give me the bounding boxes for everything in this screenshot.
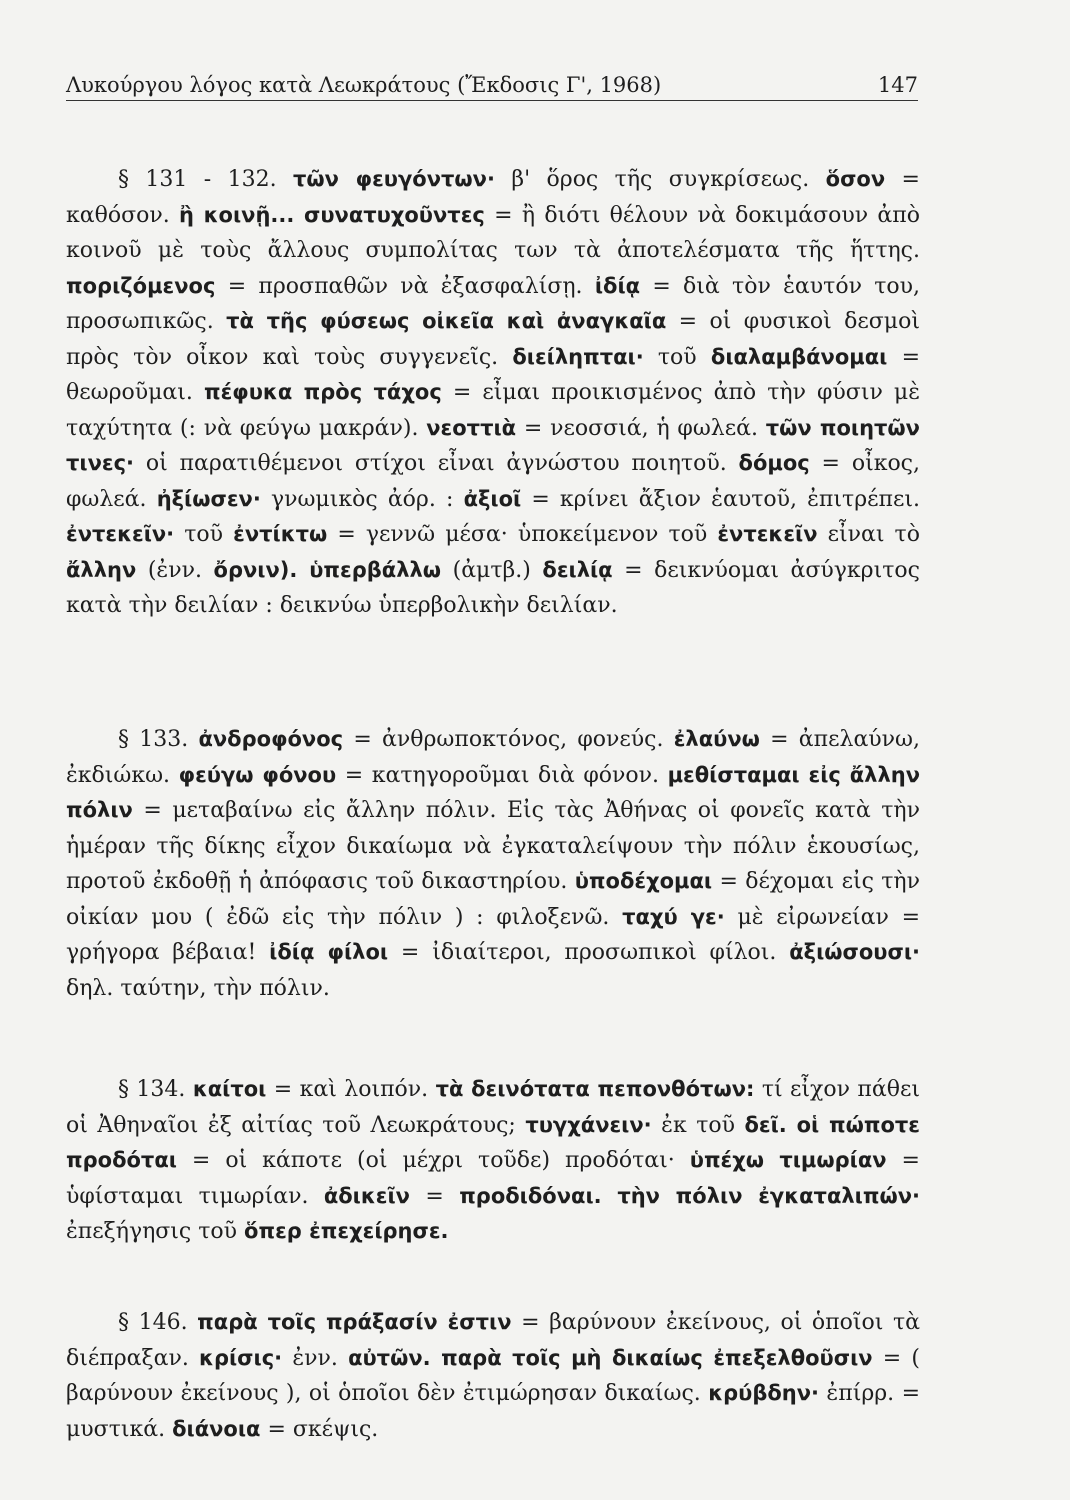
bold-term: ἀδικεῖν	[323, 1183, 410, 1208]
paragraph-134	[66, 1072, 920, 1250]
gloss-text: = δεικνύομαι ἀσύγκριτος κατὰ τὴν δειλίαν : δεικνύω ὑπερβολικὴν δειλίαν.	[66, 557, 920, 618]
bold-term: δόμος	[738, 451, 810, 475]
bold-term: δειλίᾳ	[542, 557, 613, 582]
gloss-text: § 134.	[118, 1077, 193, 1102]
bold-term: τῶν φευγόντων·	[293, 167, 495, 191]
gloss-text: τί εἶχον πάθει οἱ Ἀθηναῖοι ἐξ αἰτίας τοῦ Λεωκράτους;	[66, 1077, 920, 1138]
gloss-text: = ὑφίσταμαι τιμωρίαν.	[66, 1148, 920, 1209]
gloss-text: § 131 - 132.	[118, 167, 293, 192]
gloss-text: γνωμικὸς ἀόρ. :	[260, 486, 464, 512]
page-number: 147	[877, 73, 918, 97]
bold-term: τῶν ποιητῶν τινες·	[66, 415, 920, 475]
gloss-text: = δέχομαι εἰς τὴν οἰκίαν μου ( ἐδῶ εἰς τὴν πόλιν ) : φιλοξενῶ.	[66, 869, 920, 930]
gloss-text: ἐπεξήγησις τοῦ	[66, 1219, 245, 1244]
gloss-text: ἐπίρρ. = μυστικά.	[66, 1381, 921, 1442]
bold-term: ἀξιώσουσι·	[789, 940, 920, 964]
bold-term: ὑποδέχομαι	[574, 869, 713, 893]
bold-term: κρύβδην·	[708, 1381, 820, 1405]
gloss-text: = κρίνει ἄξιον ἑαυτοῦ, ἐπιτρέπει.	[521, 486, 920, 512]
bold-term: νεοττιὰ	[426, 415, 517, 440]
gloss-text: = ἀπελαύνω, ἐκδιώκω.	[66, 727, 920, 788]
gloss-text: οἱ παρατιθέμενοι στίχοι εἶναι ἀγνώστου ποιητοῦ.	[134, 451, 739, 476]
header-title: Λυκούργου λόγος κατὰ Λεωκράτους (Ἔκδοσις Γ', 1968)	[66, 73, 662, 97]
bold-term: ταχύ γε·	[622, 904, 725, 929]
paragraph-146	[66, 1305, 920, 1447]
gloss-text: = οἱ κάποτε (οἱ μέχρι τοῦδε) προδόται·	[176, 1148, 690, 1173]
gloss-text: = βαρύνουν ἐκείνους, οἱ ὁποῖοι τὰ διέπραξαν.	[66, 1310, 921, 1371]
gloss-text: (ἀμτβ.)	[441, 557, 543, 583]
bold-term: τυγχάνειν·	[525, 1112, 652, 1137]
bold-term: ἐντίκτω	[233, 522, 328, 546]
bold-term: ἄλλην	[66, 557, 137, 582]
paragraph-133	[66, 722, 920, 1006]
bold-term: ἐλαύνω	[673, 727, 760, 751]
gloss-text: = ἢ διότι θέλουν νὰ δοκιμάσουν ἀπὸ κοινοῦ μὲ τοὺς ἄλλους συμπολίτας των τὰ ἀποτελέσματα τῆς ἥττης.	[66, 202, 920, 263]
bold-term: ποριζόμενος	[66, 273, 216, 298]
bold-term: ἰδίᾳ	[594, 273, 641, 298]
bold-term: ὑπέχω τιμωρίαν	[689, 1148, 887, 1172]
gloss-text: τοῦ	[643, 344, 711, 370]
bold-term: ἰδίᾳ φίλοι	[269, 940, 389, 964]
gloss-text: (ἐνν.	[136, 557, 214, 583]
gloss-text: ἐκ τοῦ	[651, 1112, 745, 1138]
bold-term: ἐντεκεῖν·	[66, 522, 175, 546]
bold-term: αὐτῶν. παρὰ τοῖς μὴ δικαίως ἐπεξελθοῦσιν	[348, 1345, 873, 1370]
paragraph-131-132	[66, 162, 920, 624]
gloss-text: δηλ. ταύτην, τὴν πόλιν.	[66, 975, 330, 1001]
gloss-text: § 146.	[118, 1310, 198, 1335]
bold-term: ἐντεκεῖν	[717, 522, 818, 546]
gloss-text: = προσπαθῶν νὰ ἐξασφαλίσῃ.	[215, 273, 595, 299]
gloss-text: = οἱ φυσικοὶ δεσμοὶ πρὸς τὸν οἶκον καὶ τοὺς συγγενεῖς.	[66, 309, 920, 370]
gloss-text: = καθόσον.	[66, 167, 920, 228]
bold-term: ἀξιοῖ	[463, 486, 522, 511]
bold-term: παρὰ τοῖς πράξασίν ἐστιν	[197, 1310, 512, 1334]
gloss-text: = κατηγοροῦμαι διὰ φόνον.	[336, 762, 668, 788]
bold-term: διαλαμβάνομαι	[710, 344, 888, 369]
gloss-text: = σκέψις.	[260, 1416, 379, 1442]
bold-term: προδιδόναι. τὴν πόλιν ἐγκαταλιπών·	[459, 1183, 920, 1208]
gloss-text: = διὰ τὸν ἑαυτόν του, προσωπικῶς.	[66, 273, 921, 334]
bold-term: τὰ τῆς φύσεως οἰκεῖα καὶ ἀναγκαῖα	[226, 309, 667, 333]
gloss-text: = εἶμαι προικισμένος ἀπὸ τὴν φύσιν μὲ ταχύτητα (: νὰ φεύγω μακράν).	[66, 380, 921, 441]
gloss-text: τοῦ	[174, 522, 234, 547]
bold-term: ἢ κοινῇ... συνατυχοῦντες	[179, 202, 485, 227]
gloss-text: εἶναι τὸ	[817, 522, 920, 547]
running-header	[66, 70, 918, 101]
bold-term: δεῖ. οἱ πώποτε προδόται	[66, 1112, 920, 1172]
gloss-text: = γεννῶ μέσα· ὑποκείμενον τοῦ	[327, 522, 718, 547]
gloss-text: =	[409, 1183, 460, 1209]
gloss-text: ἐνν.	[282, 1345, 349, 1371]
bold-term: ὅσον	[825, 167, 886, 191]
gloss-text: = νεοσσιά, ἡ φωλεά.	[516, 415, 766, 441]
bold-term: διάνοια	[172, 1416, 261, 1441]
gloss-text: = ( βαρύνουν ἐκείνους ), οἱ ὁποῖοι δὲν ἐτιμώρησαν δικαίως.	[66, 1345, 920, 1406]
gloss-text: = οἶκος, φωλεά.	[66, 451, 920, 512]
gloss-text: = θεωροῦμαι.	[66, 344, 920, 405]
bold-term: ὅπερ ἐπεχείρησε.	[244, 1219, 449, 1243]
bold-term: ἀνδροφόνος	[198, 727, 344, 751]
bold-term: καίτοι	[192, 1077, 267, 1101]
gloss-text: = μεταβαίνω εἰς ἄλλην πόλιν. Εἰς τὰς Ἀθήνας οἱ φονεῖς κατὰ τὴν ἡμέραν τῆς δίκης εἶχον δικαίωμα νὰ ἐγκαταλείψουν τὴν πόλιν ἑκουσίως, προτοῦ ἐκδοθῇ ἡ ἀπόφασις τοῦ δικαστηρίου.	[66, 798, 920, 894]
bold-term: μεθίσταμαι εἰς ἄλλην πόλιν	[66, 762, 921, 822]
gloss-text: μὲ εἰρωνείαν = γρήγορα βέβαια!	[66, 904, 920, 965]
gloss-text: = ἀνθρωποκτόνος, φονεύς.	[343, 727, 674, 752]
bold-term: πέφυκα πρὸς τάχος	[203, 380, 442, 404]
bold-term: ὄρνιν). ὑπερβάλλω	[213, 557, 442, 582]
bold-term: τὰ δεινότατα πεπονθότων:	[435, 1077, 755, 1101]
bold-term: ἠξίωσεν·	[156, 486, 261, 511]
bold-term: φεύγω φόνου	[178, 762, 337, 787]
gloss-text: = καὶ λοιπόν.	[266, 1077, 436, 1102]
gloss-text: β' ὅρος τῆς συγκρίσεως.	[494, 167, 826, 192]
bold-term: κρίσις·	[199, 1345, 283, 1370]
gloss-text: § 133.	[118, 727, 199, 752]
bold-term: διείληπται·	[512, 344, 644, 369]
gloss-text: = ἰδιαίτεροι, προσωπικοὶ φίλοι.	[388, 940, 790, 965]
